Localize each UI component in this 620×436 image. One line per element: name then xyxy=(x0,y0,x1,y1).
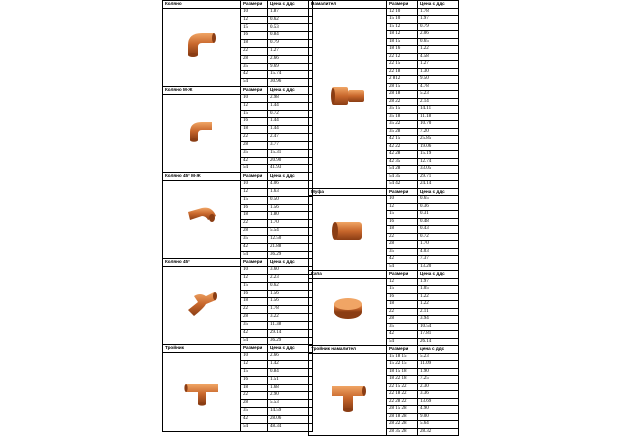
section-title: Коляно 45° xyxy=(163,259,241,267)
price-column-header: Цена с ддс xyxy=(418,188,459,196)
size-cell: 10 xyxy=(241,181,268,189)
fitting-image-cell xyxy=(309,196,387,271)
size-cell: 28 xyxy=(241,228,268,236)
copper-reducer-icon xyxy=(330,80,366,116)
price-cell: 0.31 xyxy=(418,211,459,219)
price-column-header: Цена с ддс xyxy=(268,345,313,353)
price-cell: 1.44 xyxy=(268,102,313,110)
price-cell: 5.23 xyxy=(418,353,459,361)
size-cell: 28 xyxy=(241,400,268,408)
price-column-header: Цена с ддс xyxy=(418,271,459,279)
price-cell: 28.32 xyxy=(418,428,459,436)
size-cell: 35 22 xyxy=(387,121,418,129)
price-cell: 0.79 xyxy=(418,23,459,31)
section-header xyxy=(163,1,313,9)
price-cell: 3.94 xyxy=(418,316,459,324)
size-cell: 28 22 xyxy=(387,98,418,106)
price-cell: 5.23 xyxy=(418,91,459,99)
size-cell: 16 xyxy=(241,290,268,298)
size-cell: 18 xyxy=(241,212,268,220)
price-cell: 0.43 xyxy=(418,226,459,234)
size-cell: 18 16 xyxy=(387,46,418,54)
size-cell: 42 xyxy=(241,415,268,423)
price-cell: 48.34 xyxy=(268,423,313,431)
size-column-header: Размери xyxy=(241,1,268,9)
section-header xyxy=(163,259,313,267)
size-cell: 16 xyxy=(241,376,268,384)
section-title: Капа xyxy=(309,271,387,279)
size-cell: 18 15 18 xyxy=(387,368,418,376)
price-cell: 25.85 xyxy=(418,136,459,144)
price-cell: 4.06 xyxy=(268,181,313,189)
price-table-right xyxy=(308,0,451,436)
section-header xyxy=(309,188,459,196)
size-column-header: Размери xyxy=(241,173,268,181)
table-row xyxy=(163,181,313,189)
price-cell: 7.20 xyxy=(418,128,459,136)
section-header xyxy=(309,346,459,354)
size-cell: 22 18 22 xyxy=(387,391,418,399)
size-cell: 16 xyxy=(387,218,418,226)
size-cell: 28 35 28 xyxy=(387,428,418,436)
size-cell: 18 xyxy=(241,40,268,48)
price-cell: 0.62 xyxy=(268,282,313,290)
size-cell: 16 xyxy=(241,204,268,212)
size-cell: 22 xyxy=(241,134,268,142)
size-cell: 54 xyxy=(241,423,268,431)
size-cell: 35 xyxy=(241,235,268,243)
size-cell: 54 xyxy=(241,337,268,345)
size-cell: 54 42 xyxy=(387,181,418,189)
price-cell: 1.44 xyxy=(268,118,313,126)
size-cell: 2 812 xyxy=(387,76,418,84)
price-cell: 1.27 xyxy=(418,61,459,69)
price-cell: 19.06 xyxy=(418,143,459,151)
size-cell: 54 28 xyxy=(387,166,418,174)
size-cell: 10 xyxy=(241,353,268,361)
size-cell: 18 xyxy=(387,301,418,309)
price-cell: 36.29 xyxy=(268,337,313,345)
size-cell: 35 15 xyxy=(387,106,418,114)
price-cell: 14.59 xyxy=(268,408,313,416)
copper-elbow-icon xyxy=(184,29,220,65)
size-column-header: Размери xyxy=(241,345,268,353)
size-cell: 42 xyxy=(387,256,418,264)
price-cell: 4.90 xyxy=(418,406,459,414)
price-cell: 20.90 xyxy=(268,157,313,165)
size-cell: 42 xyxy=(241,243,268,251)
price-cell: 2.23 xyxy=(268,274,313,282)
price-column-header: Цена с ддс xyxy=(268,259,313,267)
price-cell: 2.47 xyxy=(268,134,313,142)
price-cell: 30.96 xyxy=(268,79,313,87)
size-cell: 35 18 xyxy=(387,113,418,121)
table-row xyxy=(163,267,313,275)
fitting-image-cell xyxy=(163,353,241,431)
size-cell: 22 28 22 xyxy=(387,398,418,406)
section-title: Коляно М-Ж xyxy=(163,87,241,95)
size-cell: 35 xyxy=(241,63,268,71)
size-cell: 42 xyxy=(241,157,268,165)
size-cell: 18 xyxy=(241,126,268,134)
size-cell: 28 xyxy=(241,141,268,149)
price-cell: 21.88 xyxy=(268,243,313,251)
table-row xyxy=(163,8,313,16)
price-cell: 1.27 xyxy=(268,47,313,55)
size-cell: 28 15 28 xyxy=(387,406,418,414)
fitting-image-cell xyxy=(163,267,241,345)
size-cell: 10 xyxy=(387,196,418,204)
fitting-image-cell xyxy=(309,278,387,346)
table-row xyxy=(163,353,313,361)
price-cell: 0.72 xyxy=(268,110,313,118)
price-cell: 0.84 xyxy=(268,368,313,376)
fitting-image-cell xyxy=(309,353,387,436)
price-cell: 1.80 xyxy=(268,212,313,220)
price-cell: 0.65 xyxy=(418,196,459,204)
fittings-table-left xyxy=(162,0,313,432)
size-cell: 15 xyxy=(387,211,418,219)
size-cell: 15 xyxy=(241,368,268,376)
price-cell: 0.48 xyxy=(418,218,459,226)
price-cell: 0.65 xyxy=(418,38,459,46)
size-cell: 15 xyxy=(241,282,268,290)
size-column-header: Размери xyxy=(387,271,418,279)
copper-tee-icon xyxy=(184,374,220,410)
price-cell: 11.38 xyxy=(268,321,313,329)
price-cell: 33.05 xyxy=(418,166,459,174)
size-column-header: Размери xyxy=(387,1,418,9)
price-cell: 1.78 xyxy=(418,8,459,16)
price-cell: 1.97 xyxy=(418,278,459,286)
copper-elbow-45-icon xyxy=(184,288,220,324)
size-cell: 54 xyxy=(241,165,268,173)
price-column-header: Цена с ддс xyxy=(418,1,459,9)
price-cell: 1.78 xyxy=(268,306,313,314)
price-cell: 1.63 xyxy=(268,188,313,196)
price-cell: 12.74 xyxy=(418,158,459,166)
price-cell: 4.58 xyxy=(418,53,459,61)
size-cell: 54 xyxy=(387,263,418,271)
price-cell: 2.14 xyxy=(418,98,459,106)
size-cell: 35 xyxy=(241,149,268,157)
section-header xyxy=(309,1,459,9)
price-cell: 3.77 xyxy=(268,141,313,149)
price-cell: 10.54 xyxy=(418,323,459,331)
size-cell: 18 xyxy=(387,226,418,234)
size-cell: 35 xyxy=(241,321,268,329)
size-column-header: Размери xyxy=(241,87,268,95)
size-cell: 28 18 28 xyxy=(387,413,418,421)
price-cell: 5.64 xyxy=(418,421,459,429)
size-cell: 16 xyxy=(241,32,268,40)
size-cell: 12 10 xyxy=(387,8,418,16)
price-cell: 1.90 xyxy=(418,368,459,376)
size-cell: 35 xyxy=(241,408,268,416)
size-column-header: Размери xyxy=(387,346,418,354)
section-title: Намалител xyxy=(309,1,387,9)
price-cell: 2.66 xyxy=(268,353,313,361)
section-header xyxy=(309,271,459,279)
price-cell: 1.68 xyxy=(268,384,313,392)
price-cell: 1.70 xyxy=(418,241,459,249)
fitting-image-cell xyxy=(163,181,241,259)
price-cell: 1.22 xyxy=(418,301,459,309)
price-cell: 15.74 xyxy=(268,71,313,79)
size-cell: 12 xyxy=(241,361,268,369)
price-cell: 3.22 xyxy=(268,314,313,322)
price-cell: 2.06 xyxy=(418,31,459,39)
price-column-header: Цена с ддс xyxy=(268,87,313,95)
price-cell: 24.14 xyxy=(418,181,459,189)
price-cell: 29.71 xyxy=(418,173,459,181)
size-cell: 42 xyxy=(241,71,268,79)
size-cell: 12 xyxy=(241,274,268,282)
size-cell: 10 xyxy=(241,94,268,102)
price-cell: 2.66 xyxy=(268,55,313,63)
price-cell: 0.72 xyxy=(418,233,459,241)
size-cell: 28 xyxy=(387,316,418,324)
size-cell: 35 xyxy=(387,323,418,331)
price-cell: 41.93 xyxy=(268,165,313,173)
size-cell: 35 28 xyxy=(387,128,418,136)
size-cell: 22 15 22 xyxy=(387,383,418,391)
size-cell: 15 22 15 xyxy=(387,361,418,369)
price-cell: 1.42 xyxy=(268,361,313,369)
price-cell: 5.54 xyxy=(268,228,313,236)
size-cell: 12 xyxy=(241,16,268,24)
size-cell: 12 xyxy=(241,102,268,110)
size-cell: 10 xyxy=(241,267,268,275)
price-cell: 2.90 xyxy=(268,392,313,400)
size-cell: 28 22 28 xyxy=(387,421,418,429)
price-cell: 13.69 xyxy=(418,398,459,406)
price-cell: 11.09 xyxy=(418,361,459,369)
price-cell: 9.50 xyxy=(418,76,459,84)
price-cell: 2.30 xyxy=(418,383,459,391)
price-column-header: цена с ддс xyxy=(418,346,459,354)
size-cell: 16 xyxy=(241,118,268,126)
size-cell: 15 xyxy=(241,24,268,32)
copper-elbow-mf-icon xyxy=(184,116,220,152)
price-cell: 1.22 xyxy=(418,46,459,54)
fitting-image-cell xyxy=(309,8,387,188)
size-cell: 42 xyxy=(241,329,268,337)
table-row xyxy=(163,94,313,102)
price-cell: 0.79 xyxy=(268,40,313,48)
size-cell: 54 35 xyxy=(387,173,418,181)
price-cell: 5.53 xyxy=(268,400,313,408)
price-cell: 1.56 xyxy=(268,290,313,298)
price-cell: 36.29 xyxy=(268,251,313,259)
table-row xyxy=(309,353,459,361)
price-cell: 0.53 xyxy=(268,24,313,32)
price-cell: 1.30 xyxy=(418,68,459,76)
price-cell: 1.56 xyxy=(268,298,313,306)
size-cell: 18 15 xyxy=(387,38,418,46)
section-title: Муфа xyxy=(309,188,387,196)
size-cell: 22 15 xyxy=(387,61,418,69)
size-cell: 15 xyxy=(387,286,418,294)
price-cell: 2.98 xyxy=(268,94,313,102)
section-title: Тройник намалител xyxy=(309,346,387,354)
price-cell: 12.50 xyxy=(268,235,313,243)
fitting-image-cell xyxy=(163,8,241,86)
size-cell: 15 10 xyxy=(387,16,418,24)
copper-reducing-tee-icon xyxy=(330,376,366,412)
section-header xyxy=(163,87,313,95)
size-cell: 15 12 xyxy=(387,23,418,31)
price-cell: 2.11 xyxy=(418,308,459,316)
price-cell: 1.97 xyxy=(418,16,459,24)
size-cell: 15 18 15 xyxy=(387,353,418,361)
size-cell: 22 xyxy=(241,392,268,400)
price-cell: 3.60 xyxy=(268,267,313,275)
size-cell: 28 15 xyxy=(387,83,418,91)
size-cell: 15 xyxy=(241,196,268,204)
table-row xyxy=(309,278,459,286)
price-cell: 7.37 xyxy=(418,256,459,264)
size-cell: 12 xyxy=(387,278,418,286)
price-cell: 1.70 xyxy=(268,220,313,228)
price-cell: 0.84 xyxy=(268,32,313,40)
copper-cap-icon xyxy=(330,294,366,330)
fitting-image-cell xyxy=(163,94,241,172)
price-cell: 0.50 xyxy=(268,196,313,204)
table-row xyxy=(309,196,459,204)
size-cell: 54 xyxy=(241,251,268,259)
price-cell: 0.62 xyxy=(268,16,313,24)
section-title: Коляно 45° М-Ж xyxy=(163,173,241,181)
size-cell: 22 xyxy=(241,220,268,228)
size-cell: 18 xyxy=(241,384,268,392)
size-cell: 18 xyxy=(241,298,268,306)
size-cell: 12 xyxy=(387,203,418,211)
fittings-table-right xyxy=(308,0,459,436)
size-cell: 28 xyxy=(241,314,268,322)
price-cell: 29.14 xyxy=(268,329,313,337)
price-cell: 10.70 xyxy=(418,121,459,129)
price-cell: 3.36 xyxy=(418,391,459,399)
size-cell: 22 xyxy=(387,308,418,316)
price-cell: 1.51 xyxy=(268,376,313,384)
size-cell: 22 xyxy=(387,233,418,241)
price-cell: 13.20 xyxy=(418,263,459,271)
size-cell: 22 12 xyxy=(387,53,418,61)
size-column-header: Размери xyxy=(387,188,418,196)
size-cell: 42 15 xyxy=(387,136,418,144)
price-cell: 4.78 xyxy=(418,83,459,91)
size-cell: 15 xyxy=(241,110,268,118)
price-cell: 4.03 xyxy=(418,248,459,256)
price-cell: 17.81 xyxy=(418,331,459,339)
size-cell: 16 xyxy=(387,293,418,301)
size-cell: 22 xyxy=(241,47,268,55)
copper-coupling-icon xyxy=(330,215,366,251)
section-header xyxy=(163,345,313,353)
size-cell: 10 xyxy=(241,8,268,16)
size-cell: 42 35 xyxy=(387,158,418,166)
copper-elbow-45-mf-icon xyxy=(184,202,220,238)
price-cell: 1.44 xyxy=(268,126,313,134)
price-cell: 15.19 xyxy=(418,151,459,159)
size-cell: 54 xyxy=(241,79,268,87)
price-cell: 9.00 xyxy=(418,413,459,421)
price-cell: 14.11 xyxy=(418,106,459,114)
section-title: Коляно xyxy=(163,1,241,9)
price-cell: 1.87 xyxy=(268,8,313,16)
size-cell: 42 22 xyxy=(387,143,418,151)
size-cell: 22 xyxy=(241,306,268,314)
price-cell: 1.05 xyxy=(418,286,459,294)
price-cell: 1.56 xyxy=(268,204,313,212)
section-header xyxy=(163,173,313,181)
size-column-header: Размери xyxy=(241,259,268,267)
price-column-header: Цена с ддс xyxy=(268,1,313,9)
price-cell: 7.25 xyxy=(418,376,459,384)
price-cell: 15.31 xyxy=(268,149,313,157)
price-cell: 1.22 xyxy=(418,293,459,301)
price-cell: 26.14 xyxy=(418,338,459,346)
size-cell: 54 xyxy=(387,338,418,346)
size-cell: 22 18 xyxy=(387,68,418,76)
size-cell: 12 xyxy=(241,188,268,196)
section-title: Тройник xyxy=(163,345,241,353)
price-cell: 11.18 xyxy=(418,113,459,121)
price-cell: 0.36 xyxy=(418,203,459,211)
price-column-header: Цена с ддс xyxy=(268,173,313,181)
size-cell: 28 18 xyxy=(387,91,418,99)
size-cell: 18 12 xyxy=(387,31,418,39)
size-cell: 35 xyxy=(387,248,418,256)
size-cell: 42 xyxy=(387,331,418,339)
size-cell: 18 22 18 xyxy=(387,376,418,384)
size-cell: 28 xyxy=(387,241,418,249)
price-cell: 9.69 xyxy=(268,63,313,71)
price-table-left xyxy=(162,0,305,432)
size-cell: 28 xyxy=(241,55,268,63)
size-cell: 42 28 xyxy=(387,151,418,159)
price-cell: 28.06 xyxy=(268,415,313,423)
table-row xyxy=(309,8,459,16)
